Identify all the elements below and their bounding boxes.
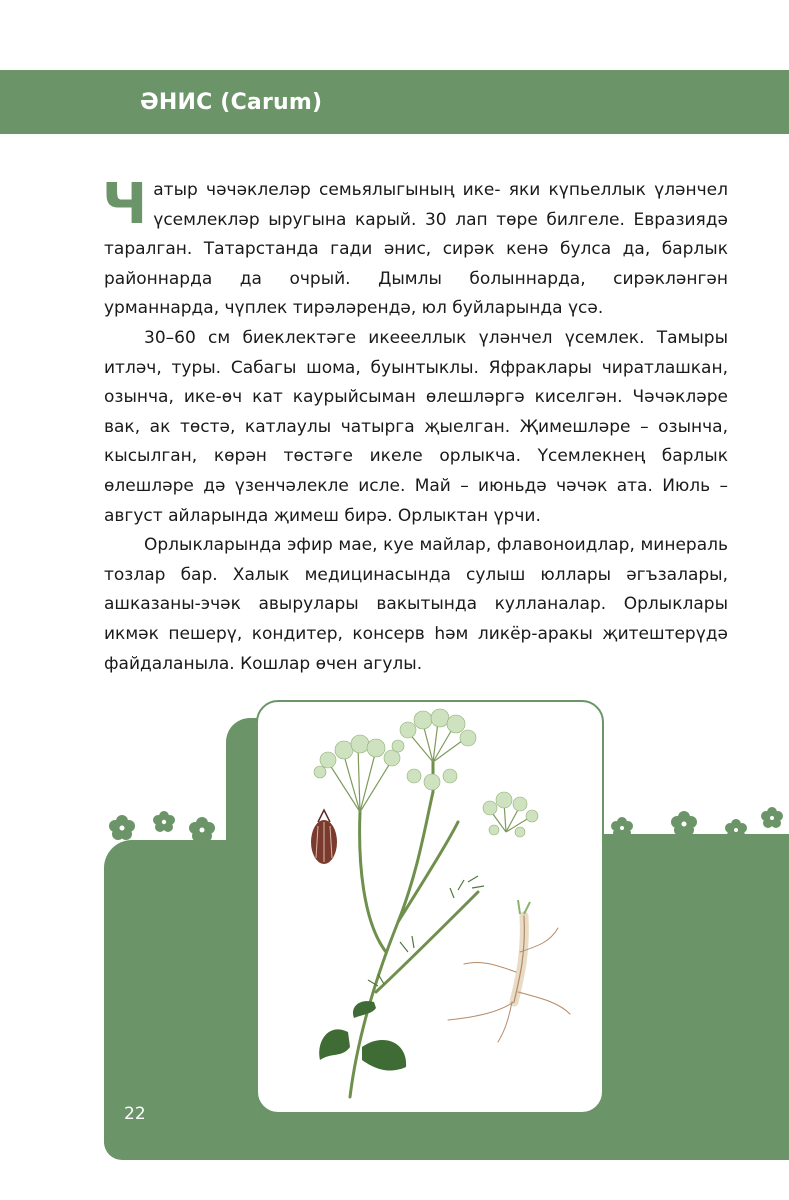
header-band bbox=[0, 70, 789, 134]
page-number: 22 bbox=[124, 1104, 146, 1124]
page-title: ӘНИС (Carum) bbox=[140, 90, 323, 115]
caraway-plant-illustration bbox=[258, 702, 602, 1112]
paragraph-1 bbox=[102, 172, 728, 324]
flower-cluster-right-icon bbox=[604, 802, 789, 846]
paragraph-1-text: атыр чәчәклеләр семьялыгының ике- яки күпьеллык үләнчел үсемлекләр ыругына карый. 30 лап төре билгеле. Евразиядә таралган. Татарстанда гади әнис, сирәк кенә булса да, барлык районнарда да очрый. Дымлы болыннарда, сирәкләнгән урманнарда, чүплек тирәләрендә, юл буйларында үсә. bbox=[104, 180, 728, 319]
illustration-card bbox=[256, 700, 604, 1114]
paragraph-3: Орлыкларында эфир мае, куе майлар, флавоноидлар, минераль тозлар бар. Халык медицинасында сулыш юллары әгъзалары, ашказаны-эчәк авырулары вакытында кулланалар. Орлыклары икмәк пешерү, кондитер, консерв һәм ликёр-аракы җитештерүдә файдаланыла. Кошлар өчен агулы. bbox=[104, 535, 728, 674]
paragraph-2: 30–60 см биеклектәге икеееллык үләнчел үсемлек. Тамыры итләч, туры. Сабагы шома, буынтыклы. Яфраклары чиратлашкан, озынча, ике-өч кат каурыйсыман өлешләргә киселгән. Чәчәкләре вак, ак төстә, катлаулы чатырга җыелган. Җимешләре – озынча, кысылган, көрән төстәге икеле орлыкча. Үсемлекнең барлык өлешләре дә үзенчәлекле исле. Май – июньдә чәчәк ата. Июль – август айларында җимеш бирә. Орлыктан үрчи. bbox=[104, 327, 728, 526]
article-body bbox=[102, 172, 728, 679]
flower-cluster-left-icon bbox=[104, 808, 224, 848]
illustration-area bbox=[0, 690, 789, 1200]
drop-cap: Ч bbox=[102, 172, 148, 237]
seed-icon bbox=[311, 810, 337, 864]
